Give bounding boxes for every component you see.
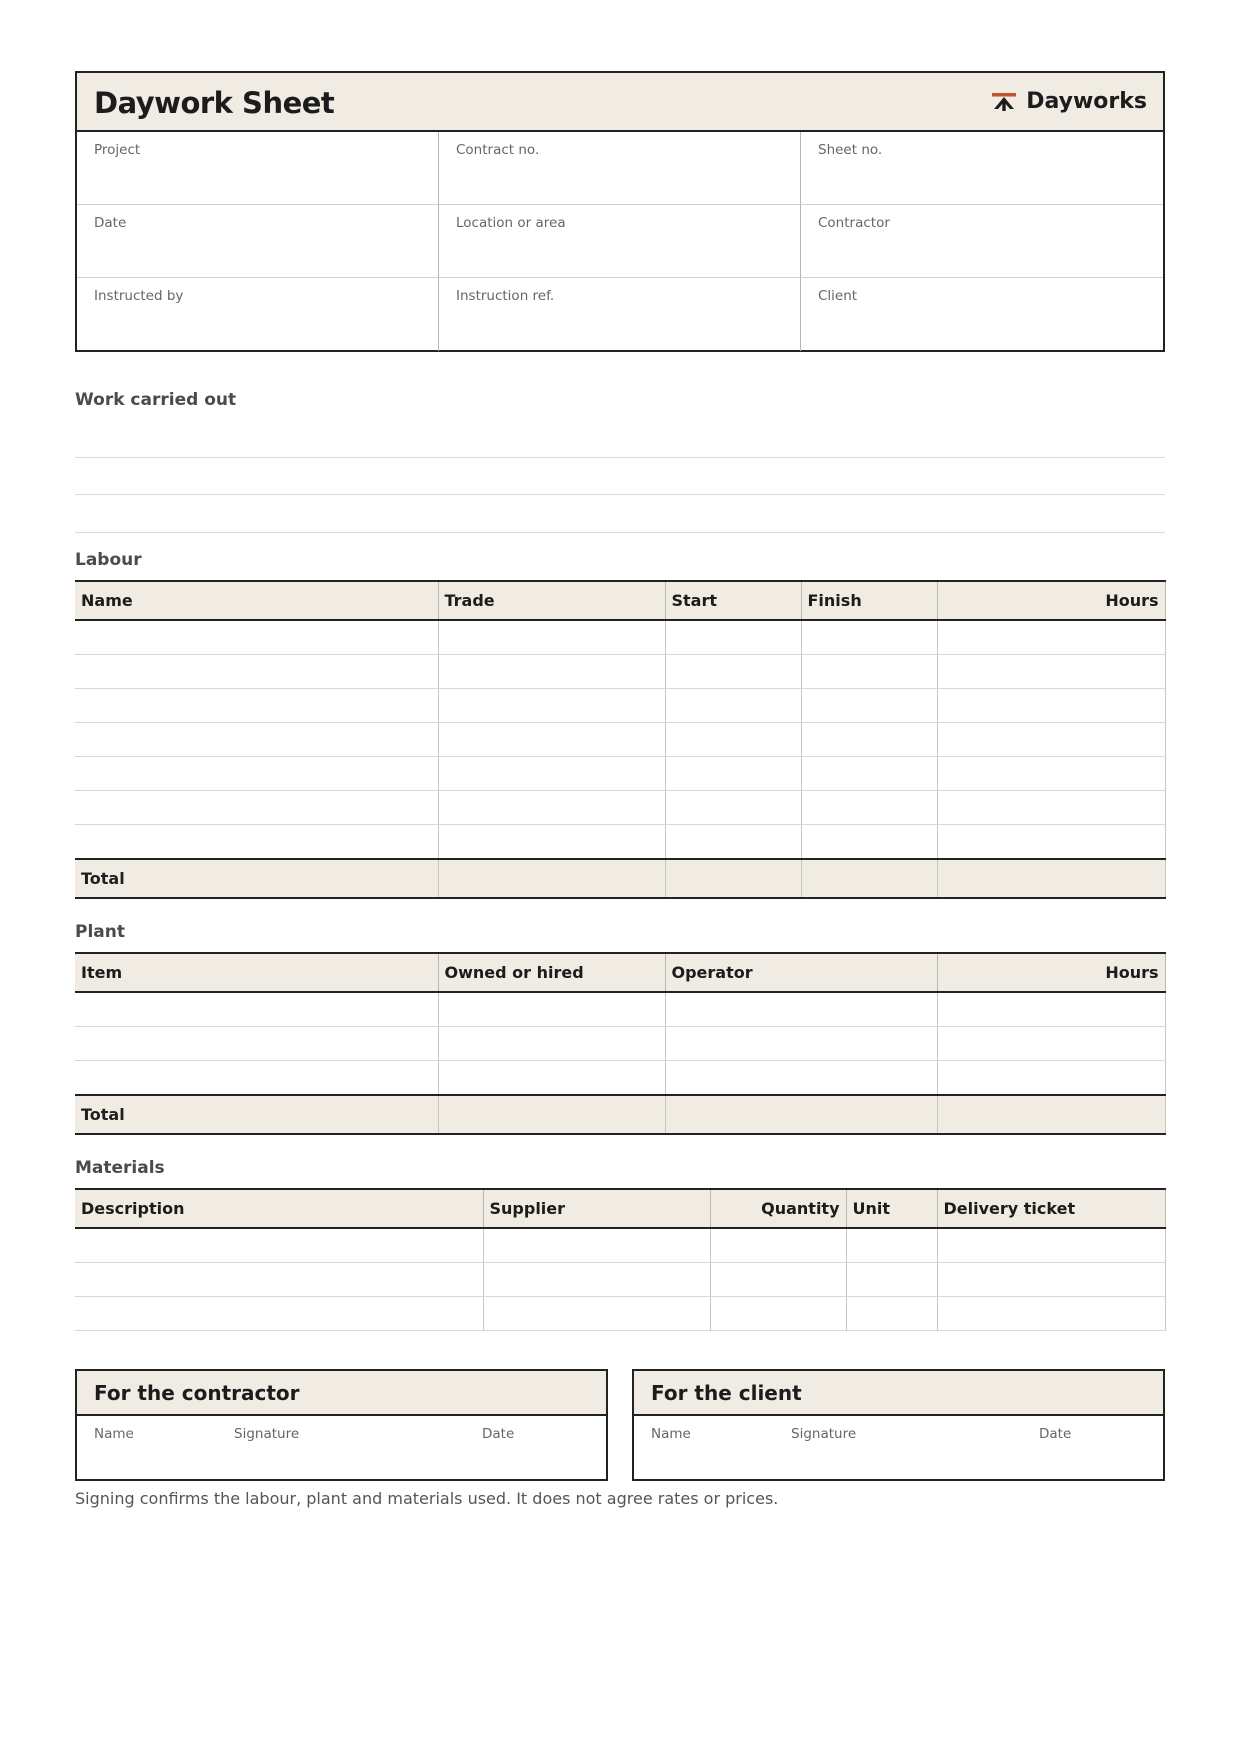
field-label: Location or area xyxy=(456,215,566,231)
table-cell[interactable] xyxy=(438,791,665,825)
table-cell[interactable] xyxy=(438,689,665,723)
column-header: Finish xyxy=(801,581,937,620)
table-row xyxy=(75,1061,1165,1096)
signoff-title: For the client xyxy=(651,1381,802,1405)
table-row xyxy=(75,757,1165,791)
work-line[interactable] xyxy=(75,532,1165,533)
table-cell[interactable] xyxy=(438,1061,665,1096)
total-hours-cell[interactable] xyxy=(937,859,1165,898)
date-field[interactable]: Date xyxy=(1039,1426,1072,1442)
table-header-row xyxy=(75,953,1165,992)
table-cell[interactable] xyxy=(75,757,438,791)
table-row xyxy=(75,723,1165,757)
table-cell[interactable] xyxy=(438,757,665,791)
signature-field[interactable]: Signature xyxy=(791,1426,857,1442)
table-cell[interactable] xyxy=(665,791,801,825)
table-cell[interactable] xyxy=(801,655,937,689)
table-row xyxy=(75,655,1165,689)
table-cell[interactable] xyxy=(665,1061,937,1096)
date-field[interactable]: Date xyxy=(482,1426,515,1442)
column-header: Name xyxy=(75,581,438,620)
table-cell[interactable] xyxy=(710,1263,846,1297)
brand xyxy=(992,89,1147,114)
table-cell[interactable] xyxy=(483,1228,710,1263)
work-line[interactable] xyxy=(75,457,1165,458)
table-cell[interactable] xyxy=(665,1027,937,1061)
footnote: Signing confirms the labour, plant and materials used. It does not agree rates or prices. xyxy=(75,1489,779,1508)
work-line[interactable] xyxy=(75,494,1165,495)
header-panel xyxy=(75,71,1165,352)
materials-table xyxy=(75,1188,1166,1331)
table-cell[interactable] xyxy=(438,655,665,689)
table-cell[interactable] xyxy=(438,1095,665,1134)
table-row xyxy=(75,689,1165,723)
column-header: Unit xyxy=(846,1189,937,1228)
table-row xyxy=(75,1228,1165,1263)
table-cell[interactable] xyxy=(665,992,937,1027)
table-cell[interactable] xyxy=(937,723,1165,757)
table-cell[interactable] xyxy=(665,689,801,723)
table-cell[interactable] xyxy=(665,1095,937,1134)
signature-field[interactable]: Signature xyxy=(234,1426,300,1442)
table-cell[interactable] xyxy=(937,791,1165,825)
table-cell[interactable] xyxy=(438,723,665,757)
field-label: Contract no. xyxy=(456,142,540,158)
table-cell[interactable] xyxy=(801,825,937,860)
brand-logo-icon xyxy=(992,93,1016,111)
table-cell[interactable] xyxy=(937,655,1165,689)
column-header: Supplier xyxy=(483,1189,710,1228)
table-cell[interactable] xyxy=(75,1061,438,1096)
table-row xyxy=(75,791,1165,825)
table-cell[interactable] xyxy=(937,1263,1165,1297)
table-cell[interactable] xyxy=(75,1297,483,1331)
table-cell[interactable] xyxy=(665,655,801,689)
table-cell[interactable] xyxy=(710,1228,846,1263)
table-cell[interactable] xyxy=(665,620,801,655)
table-cell[interactable] xyxy=(75,825,438,860)
contractor-signoff-box xyxy=(75,1369,608,1481)
field-label: Contractor xyxy=(818,215,890,231)
table-cell[interactable] xyxy=(438,1027,665,1061)
name-field[interactable]: Name xyxy=(94,1426,134,1442)
total-hours-cell[interactable] xyxy=(937,1095,1165,1134)
materials-heading: Materials xyxy=(75,1158,165,1178)
total-label: Total xyxy=(75,859,438,898)
project-field[interactable] xyxy=(77,132,439,205)
field-label: Date xyxy=(94,215,127,231)
table-row xyxy=(75,992,1165,1027)
column-header: Start xyxy=(665,581,801,620)
client-field[interactable] xyxy=(801,278,1163,351)
table-cell[interactable] xyxy=(438,992,665,1027)
table-cell[interactable] xyxy=(801,723,937,757)
table-cell[interactable] xyxy=(483,1297,710,1331)
table-cell[interactable] xyxy=(665,859,801,898)
table-cell[interactable] xyxy=(483,1263,710,1297)
column-header: Operator xyxy=(665,953,937,992)
total-label: Total xyxy=(75,1095,438,1134)
table-cell[interactable] xyxy=(75,1027,438,1061)
title-bar xyxy=(77,73,1163,132)
column-header: Hours xyxy=(937,581,1165,620)
table-row xyxy=(75,1263,1165,1297)
table-cell[interactable] xyxy=(937,757,1165,791)
contract-no-field[interactable] xyxy=(439,132,801,205)
client-signoff-box xyxy=(632,1369,1165,1481)
table-row xyxy=(75,620,1165,655)
table-cell[interactable] xyxy=(438,859,665,898)
signoff-title: For the contractor xyxy=(94,1381,300,1405)
work-heading: Work carried out xyxy=(75,390,237,410)
table-cell[interactable] xyxy=(937,1061,1165,1096)
table-cell[interactable] xyxy=(846,1263,937,1297)
table-cell[interactable] xyxy=(75,992,438,1027)
location-field[interactable] xyxy=(439,205,801,278)
field-label: Instruction ref. xyxy=(456,288,555,304)
table-cell[interactable] xyxy=(801,791,937,825)
field-label: Project xyxy=(94,142,141,158)
page-title: Daywork Sheet xyxy=(94,86,335,120)
table-cell[interactable] xyxy=(846,1228,937,1263)
table-row xyxy=(75,1027,1165,1061)
signoff-header xyxy=(77,1371,606,1416)
table-header-row xyxy=(75,1189,1165,1228)
table-cell[interactable] xyxy=(801,757,937,791)
column-header: Description xyxy=(75,1189,483,1228)
total-row xyxy=(75,1095,1165,1134)
table-cell[interactable] xyxy=(937,1228,1165,1263)
column-header: Owned or hired xyxy=(438,953,665,992)
table-cell[interactable] xyxy=(665,757,801,791)
instructed-by-field[interactable] xyxy=(77,278,439,351)
field-label: Sheet no. xyxy=(818,142,883,158)
labour-table xyxy=(75,580,1166,899)
table-row xyxy=(75,825,1165,860)
table-header-row xyxy=(75,581,1165,620)
name-field[interactable]: Name xyxy=(651,1426,691,1442)
table-cell[interactable] xyxy=(75,1228,483,1263)
column-header: Item xyxy=(75,953,438,992)
table-cell[interactable] xyxy=(937,689,1165,723)
table-cell[interactable] xyxy=(846,1297,937,1331)
plant-table xyxy=(75,952,1166,1135)
contractor-field[interactable] xyxy=(801,205,1163,278)
signoff-header xyxy=(634,1371,1163,1416)
table-cell[interactable] xyxy=(75,620,438,655)
column-header: Quantity xyxy=(710,1189,846,1228)
table-cell[interactable] xyxy=(438,825,665,860)
column-header: Trade xyxy=(438,581,665,620)
table-cell[interactable] xyxy=(438,620,665,655)
field-label: Instructed by xyxy=(94,288,184,304)
sheet-no-field[interactable] xyxy=(801,132,1163,205)
brand-name: Dayworks xyxy=(1026,89,1147,114)
table-cell[interactable] xyxy=(75,723,438,757)
table-cell[interactable] xyxy=(665,825,801,860)
table-cell[interactable] xyxy=(937,1297,1165,1331)
labour-heading: Labour xyxy=(75,550,142,570)
table-cell[interactable] xyxy=(801,859,937,898)
total-row xyxy=(75,859,1165,898)
column-header: Hours xyxy=(937,953,1165,992)
table-cell[interactable] xyxy=(937,992,1165,1027)
plant-heading: Plant xyxy=(75,922,125,942)
table-cell[interactable] xyxy=(75,655,438,689)
table-cell[interactable] xyxy=(665,723,801,757)
table-cell[interactable] xyxy=(937,620,1165,655)
table-cell[interactable] xyxy=(937,825,1165,860)
table-cell[interactable] xyxy=(801,620,937,655)
table-cell[interactable] xyxy=(937,1027,1165,1061)
table-cell[interactable] xyxy=(710,1297,846,1331)
table-cell[interactable] xyxy=(801,689,937,723)
column-header: Delivery ticket xyxy=(937,1189,1165,1228)
field-label: Client xyxy=(818,288,858,304)
date-field[interactable] xyxy=(77,205,439,278)
table-cell[interactable] xyxy=(75,791,438,825)
table-row xyxy=(75,1297,1165,1331)
table-cell[interactable] xyxy=(75,689,438,723)
table-cell[interactable] xyxy=(75,1263,483,1297)
instruction-ref-field[interactable] xyxy=(439,278,801,351)
